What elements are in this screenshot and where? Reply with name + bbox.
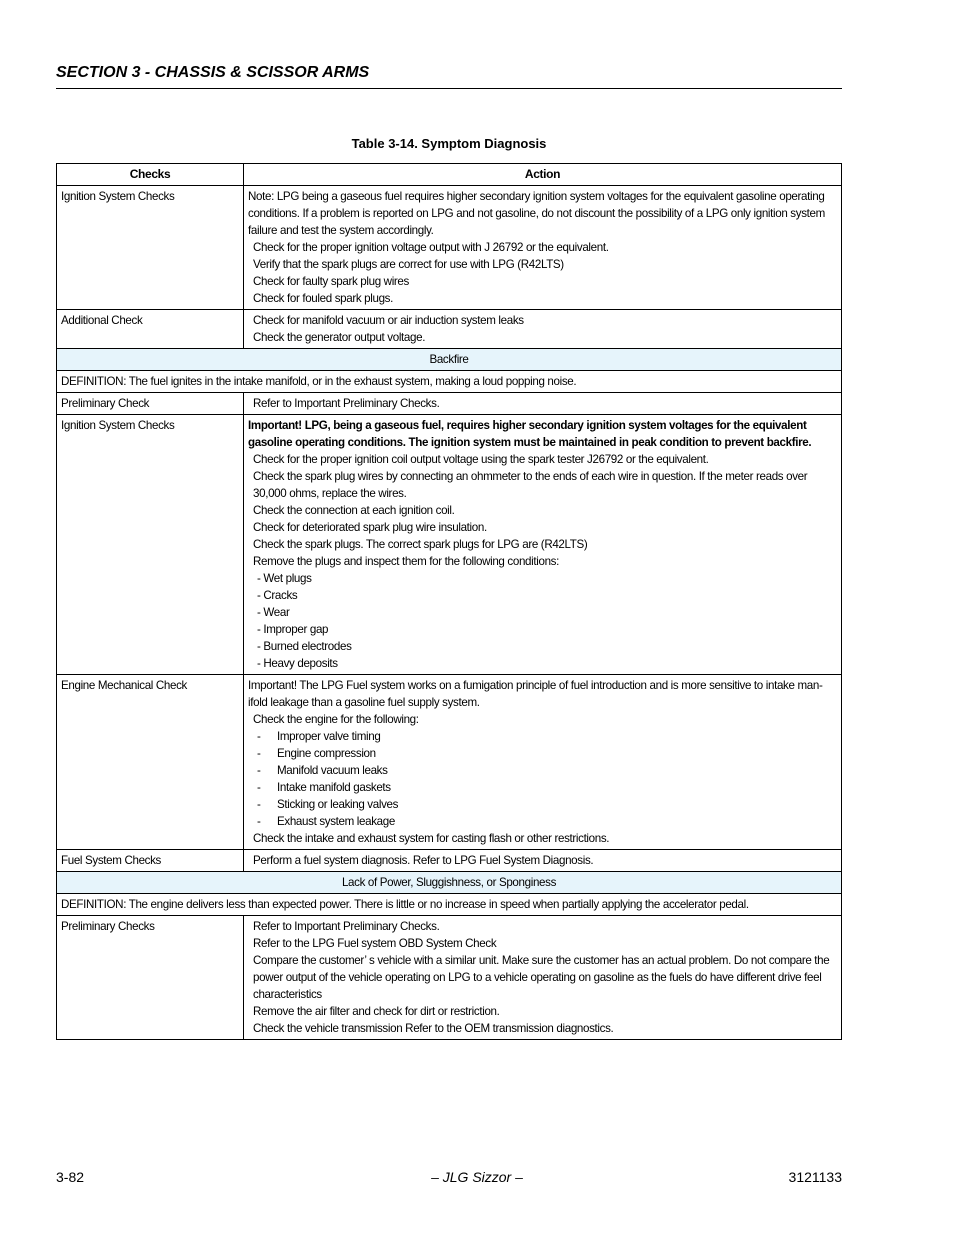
table-title: Table 3-14. Symptom Diagnosis (351, 136, 547, 151)
list-dash: - (257, 730, 261, 743)
action-line: Check the spark plug wires by connecting an ohmmeter to the ends of each wire in question. If the meter reads over 30,000 ohms, replace the wires. (253, 470, 808, 500)
definition-row (57, 894, 842, 916)
action-line: Check for manifold vacuum or air induction system leaks (253, 314, 524, 327)
action-line: Refer to the LPG Fuel system OBD System Check (253, 937, 497, 950)
column-header-checks: Checks (57, 164, 244, 186)
action-cell (244, 310, 842, 349)
definition-text: DEFINITION: The fuel ignites in the intake manifold, or in the exhaust system, making a loud popping noise. (57, 371, 842, 393)
action-line: Remove the air filter and check for dirt or restriction. (253, 1005, 500, 1018)
symptom-band-row (57, 872, 842, 894)
action-line: Check for faulty spark plug wires (253, 275, 409, 288)
action-line: Check the spark plugs. The correct spark plugs for LPG are (R42LTS) (253, 538, 588, 551)
action-line: Check for fouled spark plugs. (253, 292, 394, 305)
action-list-item: - Heavy deposits (257, 657, 338, 670)
table-row (57, 393, 842, 415)
action-line: Important! LPG, being a gaseous fuel, requires higher secondary ignition system voltages for the equivalent gasoline operating conditions. The ignition system must be maintained in peak condition to prevent backfire. (248, 419, 812, 449)
action-cell (244, 916, 842, 1040)
action-line: Check the engine for the following: (253, 713, 419, 726)
action-cell (244, 393, 842, 415)
check-name: Engine Mechanical Check (57, 675, 244, 850)
section-title: SECTION 3 - CHASSIS & SCISSOR ARMS (56, 64, 842, 89)
list-item-text: Improper valve timing (277, 730, 381, 743)
list-dash: - (257, 781, 261, 794)
table-body (57, 186, 842, 1040)
action-line: Refer to Important Preliminary Checks. (253, 397, 440, 410)
list-dash: - (257, 815, 261, 828)
action-list-item: - Wear (257, 606, 290, 619)
action-line: Note: LPG being a gaseous fuel requires higher secondary ignition system voltages for the equivalent gasoline operating conditions. If a problem is reported on LPG and not gasoline, do not discount the possibility of a LPG only ignition system failure and test the system accordingly. (248, 190, 825, 237)
list-item-text: Intake manifold gaskets (277, 781, 391, 794)
action-line: Check the vehicle transmission Refer to the OEM transmission diagnostics. (253, 1022, 614, 1035)
action-line: Compare the customer’ s vehicle with a similar unit. Make sure the customer has an actual problem. Do not compare the power output of the vehicle operating on LPG to a vehicle operating on gasoline as the fuels do have different drive feel characteristics (253, 954, 830, 1001)
check-name: Ignition System Checks (57, 415, 244, 675)
list-dash: - (257, 764, 261, 777)
action-line: Perform a fuel system diagnosis. Refer to LPG Fuel System Diagnosis. (253, 854, 594, 867)
table-row (57, 415, 842, 675)
action-line: Check for the proper ignition voltage output with J 26792 or the equivalent. (253, 241, 609, 254)
action-list-item (248, 745, 837, 762)
action-list-item (248, 728, 837, 745)
action-cell (244, 186, 842, 310)
list-item-text: Exhaust system leakage (277, 815, 395, 828)
action-line: Check for deteriorated spark plug wire insulation. (253, 521, 487, 534)
column-header-action: Action (244, 164, 842, 186)
list-item-text: Engine compression (277, 747, 376, 760)
action-line: Check the intake and exhaust system for casting flash or other restrictions. (253, 832, 610, 845)
definition-row (57, 371, 842, 393)
table-row (57, 310, 842, 349)
table-row (57, 675, 842, 850)
table-row (57, 850, 842, 872)
list-dash: - (257, 747, 261, 760)
list-dash: - (257, 798, 261, 811)
check-name: Preliminary Check (57, 393, 244, 415)
action-list-item: - Wet plugs (257, 572, 312, 585)
action-cell (244, 415, 842, 675)
action-line: Check for the proper ignition coil output voltage using the spark tester J26792 or the equivalent. (253, 453, 709, 466)
action-line: Remove the plugs and inspect them for the following conditions: (253, 555, 559, 568)
table-row (57, 916, 842, 1040)
action-line: Check the generator output voltage. (253, 331, 426, 344)
list-item-text: Sticking or leaking valves (277, 798, 399, 811)
action-list-item (248, 796, 837, 813)
action-list-item: - Cracks (257, 589, 298, 602)
action-list-item (248, 762, 837, 779)
page-number: 3-82 (56, 1169, 85, 1185)
check-name: Ignition System Checks (57, 186, 244, 310)
action-list-item (248, 813, 837, 830)
check-name: Additional Check (57, 310, 244, 349)
action-line: Important! The LPG Fuel system works on a fumigation principle of fuel introduction and is more sensitive to intake man-ifold leakage than a gasoline fuel supply system. (248, 679, 823, 709)
document-number: 3121133 (788, 1169, 842, 1185)
list-item-text: Manifold vacuum leaks (277, 764, 388, 777)
action-cell (244, 675, 842, 850)
footer-brand: – JLG Sizzor – (431, 1169, 523, 1185)
table-row (57, 186, 842, 310)
action-line: Refer to Important Preliminary Checks. (253, 920, 440, 933)
symptom-diagnosis-table (56, 163, 842, 1040)
table-header-row (57, 164, 842, 186)
action-list-item (248, 779, 837, 796)
symptom-band-row (57, 349, 842, 371)
action-list-item: - Burned electrodes (257, 640, 352, 653)
action-list-item: - Improper gap (257, 623, 329, 636)
check-name: Preliminary Checks (57, 916, 244, 1040)
symptom-heading: Lack of Power, Sluggishness, or Sponginess (57, 872, 842, 894)
action-cell (244, 850, 842, 872)
action-line: Check the connection at each ignition coil. (253, 504, 455, 517)
definition-text: DEFINITION: The engine delivers less than expected power. There is little or no increase in speed when partially applying the accelerator pedal. (57, 894, 842, 916)
check-name: Fuel System Checks (57, 850, 244, 872)
action-line: Verify that the spark plugs are correct for use with LPG (R42LTS) (253, 258, 564, 271)
symptom-heading: Backfire (57, 349, 842, 371)
